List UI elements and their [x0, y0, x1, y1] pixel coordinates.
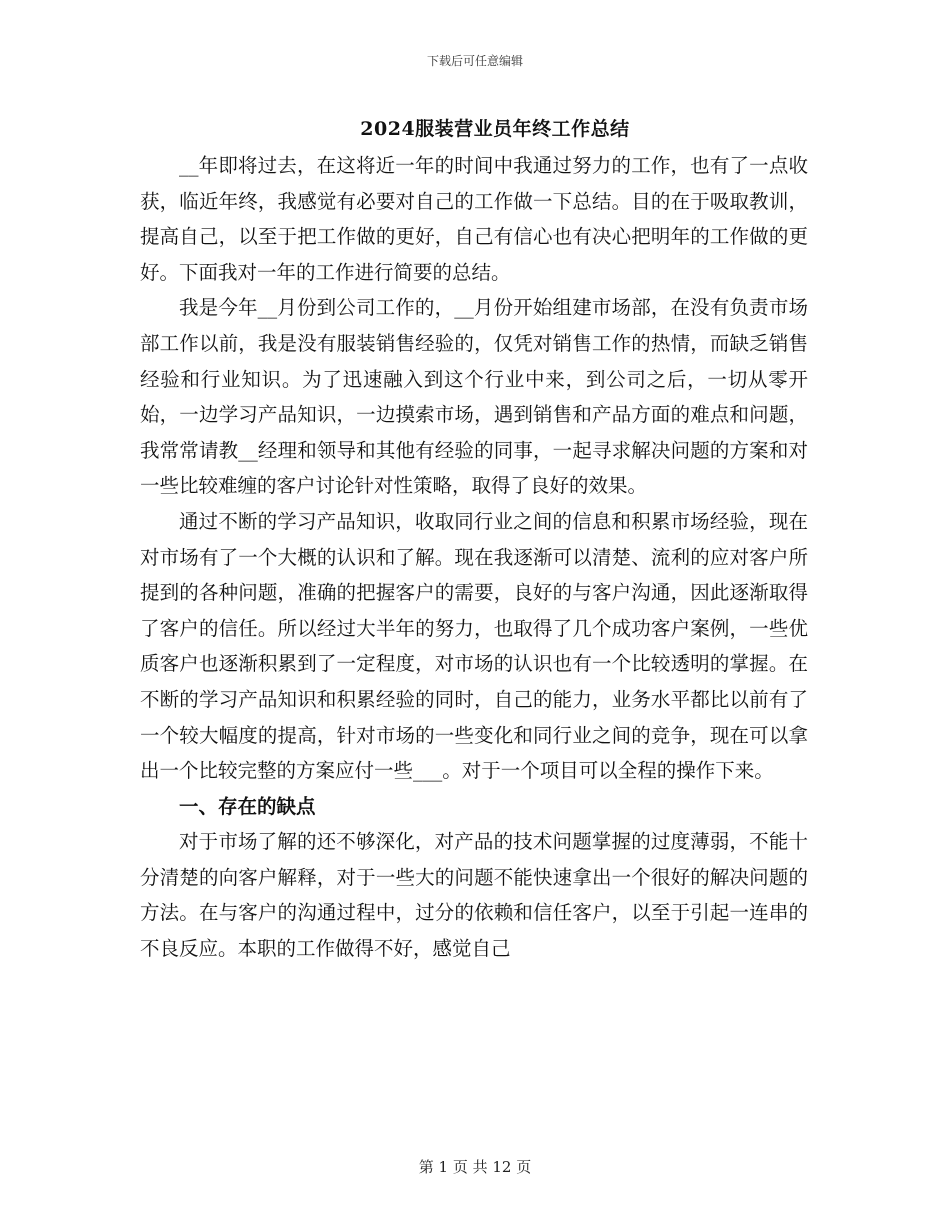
document-body: [140, 148, 808, 967]
paragraph-background: 我是今年__月份到公司工作的，__月份开始组建市场部，在没有负责市场部工作以前，我是没有服装销售经验的，仅凭对销售工作的热情，而缺乏销售经验和行业知识。为了迅速融入到这个行业中来，到公司之后，一切从零开始，一边学习产品知识，一边摸索市场，遇到销售和产品方面的难点和问题，我常常请教__经理和领导和其他有经验的同事，一起寻求解决问题的方案和对一些比较难缠的客户讨论针对性策略，取得了良好的效果。: [140, 296, 808, 498]
paragraph-intro: __年即将过去，在这将近一年的时间中我通过努力的工作，也有了一点收获，临近年终，我感觉有必要对自己的工作做一下总结。目的在于吸取教训，提高自己，以至于把工作做的更好，自己有信心也有决心把明年的工作做的更好。下面我对一年的工作进行简要的总结。: [140, 154, 808, 284]
document-title: 2024服装营业员年终工作总结: [360, 118, 630, 140]
page-number: 第 1 页 共 12 页: [418, 1158, 532, 1176]
paragraph-progress: 通过不断的学习产品知识，收取同行业之间的信息和积累市场经验，现在对市场有了一个大概的认识和了解。现在我逐渐可以清楚、流利的应对客户所提到的各种问题，准确的把握客户的需要，良好的与客户沟通，因此逐渐取得了客户的信任。所以经过大半年的努力，也取得了几个成功客户案例，一些优质客户也逐渐积累到了一定程度，对市场的认识也有一个比较透明的掌握。在不断的学习产品知识和积累经验的同时，自己的能力，业务水平都比以前有了一个较大幅度的提高，针对市场的一些变化和同行业之间的竞争，现在可以拿出一个比较完整的方案应付一些___。对于一个项目可以全程的操作下来。: [140, 509, 808, 783]
section-heading-shortcomings: 一、存在的缺点: [179, 794, 316, 818]
header-note: 下载后可任意编辑: [426, 54, 523, 68]
paragraph-shortcomings: 对于市场了解的还不够深化，对产品的技术问题掌握的过度薄弱，不能十分清楚的向客户解释，对于一些大的问题不能快速拿出一个很好的解决问题的方法。在与客户的沟通过程中，过分的依赖和信任客户，以至于引起一连串的不良反应。本职的工作做得不好，感觉自己: [140, 830, 808, 961]
